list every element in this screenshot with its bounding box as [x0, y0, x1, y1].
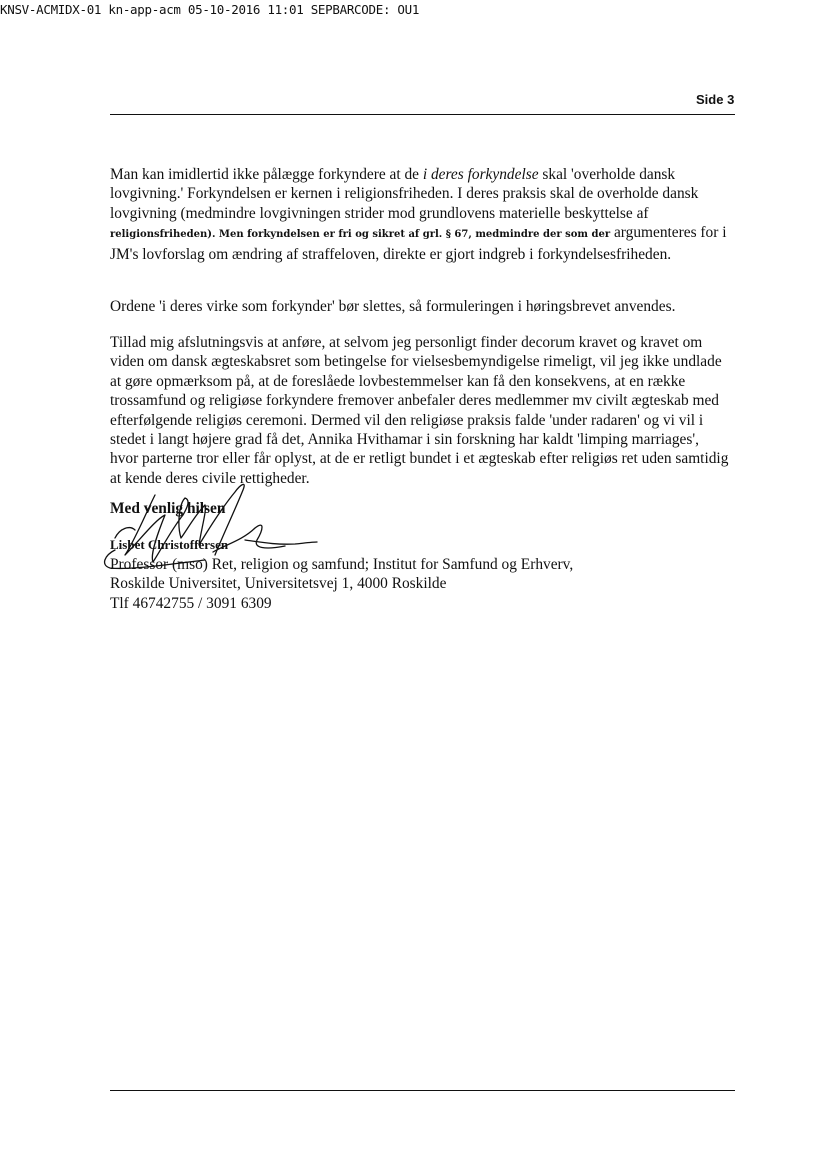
header-rule — [110, 114, 735, 115]
signer-phone: Tlf 46742755 / 3091 6309 — [110, 594, 272, 612]
paragraph-forkyndelse — [110, 165, 730, 264]
page-number: Side 3 — [696, 92, 735, 107]
signer-title: Professor (mso) Ret, religion og samfund; Institut for Samfund og Erhverv, — [110, 556, 574, 573]
signature-block — [110, 555, 573, 613]
paragraph-text: argumenteres for i JM's lovforslag om ændring af straffeloven, direkte er gjort indgreb i forkyndelsesfriheden. — [110, 224, 727, 263]
paragraph-small-insert: religionsfriheden). Men forkyndelsen er fri og sikret af grl. § 67, medmindre der som der — [110, 229, 611, 241]
paragraph-text: Tillad mig afslutningsvis at anføre, at selvom jeg personligt finder decorum kravet og kravet om viden om dansk ægteskabsret som betingelse for vielsesbemyndigelse rimeligt, vil jeg ikke undlade at gøre opmærksom på, at de foreslåede lovbestemmelser kan få den konsekvens, at en række trossamfund og religiøse forkyndere fremover anbefaler deres medlemmer mv civilt ægteskab med efterfølgende religiøs ceremoni. Dermed vil den religiøse praksis falde 'under radaren' og vi vil i stedet i langt højere grad få det, Annika Hvithamar i sin forskning har kaldt 'limping marriages', hvor parterne tror eller får oplyst, at de er retligt bundet i et ægteskab efter religiøs ret uden samtidig at kende deres civile rettigheder. — [110, 334, 729, 487]
fax-header: KNSV-ACMIDX-01 kn-app-acm 05-10-2016 11:01 SEPBARCODE: OU1 — [0, 2, 420, 17]
paragraph-text: Man kan imidlertid ikke pålægge forkyndere at de — [110, 166, 423, 183]
paragraph-text: Ordene 'i deres virke som forkynder' bør slettes, så formuleringen i høringsbrevet anvendes. — [110, 298, 676, 315]
paragraph-italic-text: i deres forkyndelse — [422, 166, 539, 183]
paragraph-text: skal 'overholde dansk lovgivning.' Forkyndelsen er kernen i religionsfriheden. I deres praksis skal de overholde dansk lovgivning (medmindre lovgivningen strider mod grundlovens materielle beskyttelse af — [110, 166, 699, 222]
paragraph-ordene — [110, 297, 730, 316]
footer-rule — [110, 1090, 735, 1091]
signer-address: Roskilde Universitet, Universitetsvej 1, 4000 Roskilde — [110, 575, 447, 593]
closing-greeting: Med venlig hilsen — [110, 500, 226, 517]
signer-name: Lisbet Christoffersen — [110, 537, 229, 552]
paragraph-afslutning — [110, 333, 730, 488]
